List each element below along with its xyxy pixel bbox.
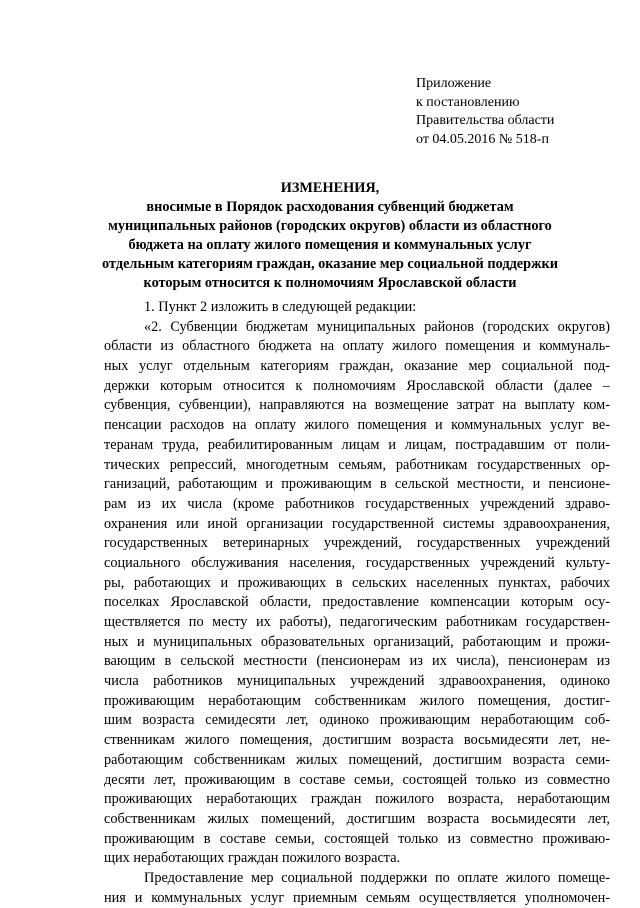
body-line: числа работников муниципальных учреждений здравоохранения, одиноко (104, 673, 610, 690)
document-title (100, 179, 560, 294)
body-line: ных и муниципальных образовательных организаций, работающим и прожи- (104, 633, 610, 650)
appendix-header (416, 75, 616, 149)
body-line: области из областного бюджета на оплату жилого помещения и коммуналь- (104, 338, 610, 355)
title-line: которым относится к полномочиям Ярославской области (143, 275, 517, 292)
title-line: бюджета на оплату жилого помещения и коммунальных услуг (128, 237, 532, 254)
body-line: социального обслуживания населения, государственных учреждений культу- (104, 554, 610, 571)
body-line: теранам труда, реабилитированным лицам и лицам, пострадавшим от поли- (104, 436, 610, 453)
appendix-line: Приложение (416, 76, 492, 91)
paragraph-first-line: Предоставление мер социальной поддержки по оплате жилого помеще- (144, 869, 610, 886)
title-line: муниципальных районов (городских округов) области из областного (108, 218, 552, 235)
body-line: охранения или иной организации государственной системы здравоохранения, (104, 515, 610, 532)
body-line: проживающим неработающим собственникам жилого помещения, достиг- (104, 692, 610, 709)
body-line: проживающих неработающих граждан пожилого возраста, неработающим (104, 791, 610, 808)
body-line: ственникам жилого помещения, достигшим возраста восьмидесяти лет, не- (104, 732, 610, 749)
title-line: вносимые в Порядок расходования субвенций бюджетам (146, 199, 514, 216)
body-line: собственникам жилых помещений, достигшим возраста восьмидесяти лет, (104, 810, 610, 827)
body-line: вающим в сельской местности (пенсионерам из их числа), пенсионерам из (104, 653, 610, 670)
body-line: проживающим в составе семьи, состоящей только из совместно проживаю- (104, 830, 610, 847)
body-line: ных услуг отдельным категориям граждан, оказание мер социальной под- (104, 358, 610, 375)
body-line: поселках Ярославской области, предоставление компенсации которым осу- (104, 594, 610, 611)
body-line: субвенция, субвенции), направляются на возмещение затрат на выплату ком- (104, 397, 610, 414)
paragraph-first-line: 1. Пункт 2 изложить в следующей редакции: (144, 299, 417, 315)
document-body (104, 298, 610, 908)
body-line: рам из их числа (кроме работников государственных учреждений здраво- (104, 495, 610, 512)
body-line: ры, работающих и проживающих в сельских населенных пунктах, рабочих (104, 574, 610, 591)
body-line: работающим собственникам жилых помещений, достигшим возраста семи- (104, 751, 610, 768)
appendix-line: Правительства области (416, 113, 555, 128)
body-line: шим возраста семидесяти лет, одиноко проживающим неработающим соб- (104, 712, 610, 729)
appendix-date-line: от 04.05.2016 № 518-п (416, 131, 549, 147)
appendix-line: к постановлению (416, 94, 520, 110)
body-line: ния и коммунальных услуг приемным семьям осуществляется уполномочен- (104, 889, 610, 906)
body-line: государственных ветеринарных учреждений, государственных учреждений (104, 535, 610, 552)
paragraph-first-line: «2. Субвенции бюджетам муниципальных районов (городских округов) (144, 318, 610, 335)
body-line: десяти лет, проживающим в составе семьи, состоящей только из совместно (104, 771, 610, 788)
body-line: тических репрессий, многодетным семьям, работникам государственных ор- (104, 456, 610, 473)
title-line: отдельным категориям граждан, оказание мер социальной поддержки (102, 256, 558, 273)
paragraph-last-line: щих неработающих граждан пожилого возраста. (104, 850, 401, 867)
body-line: пенсации расходов на оплату жилого помещения и коммунальных услуг ве- (104, 417, 610, 434)
body-line: держки которым относится к полномочиям Ярославской области (далее – (104, 377, 610, 394)
body-line: ганизаций, работающим и проживающим в сельской местности, и пенсионе- (104, 476, 610, 493)
title-heading: ИЗМЕНЕНИЯ, (280, 180, 380, 196)
body-line: ществляется по месту их работы), педагогическим работникам государствен- (104, 614, 610, 630)
